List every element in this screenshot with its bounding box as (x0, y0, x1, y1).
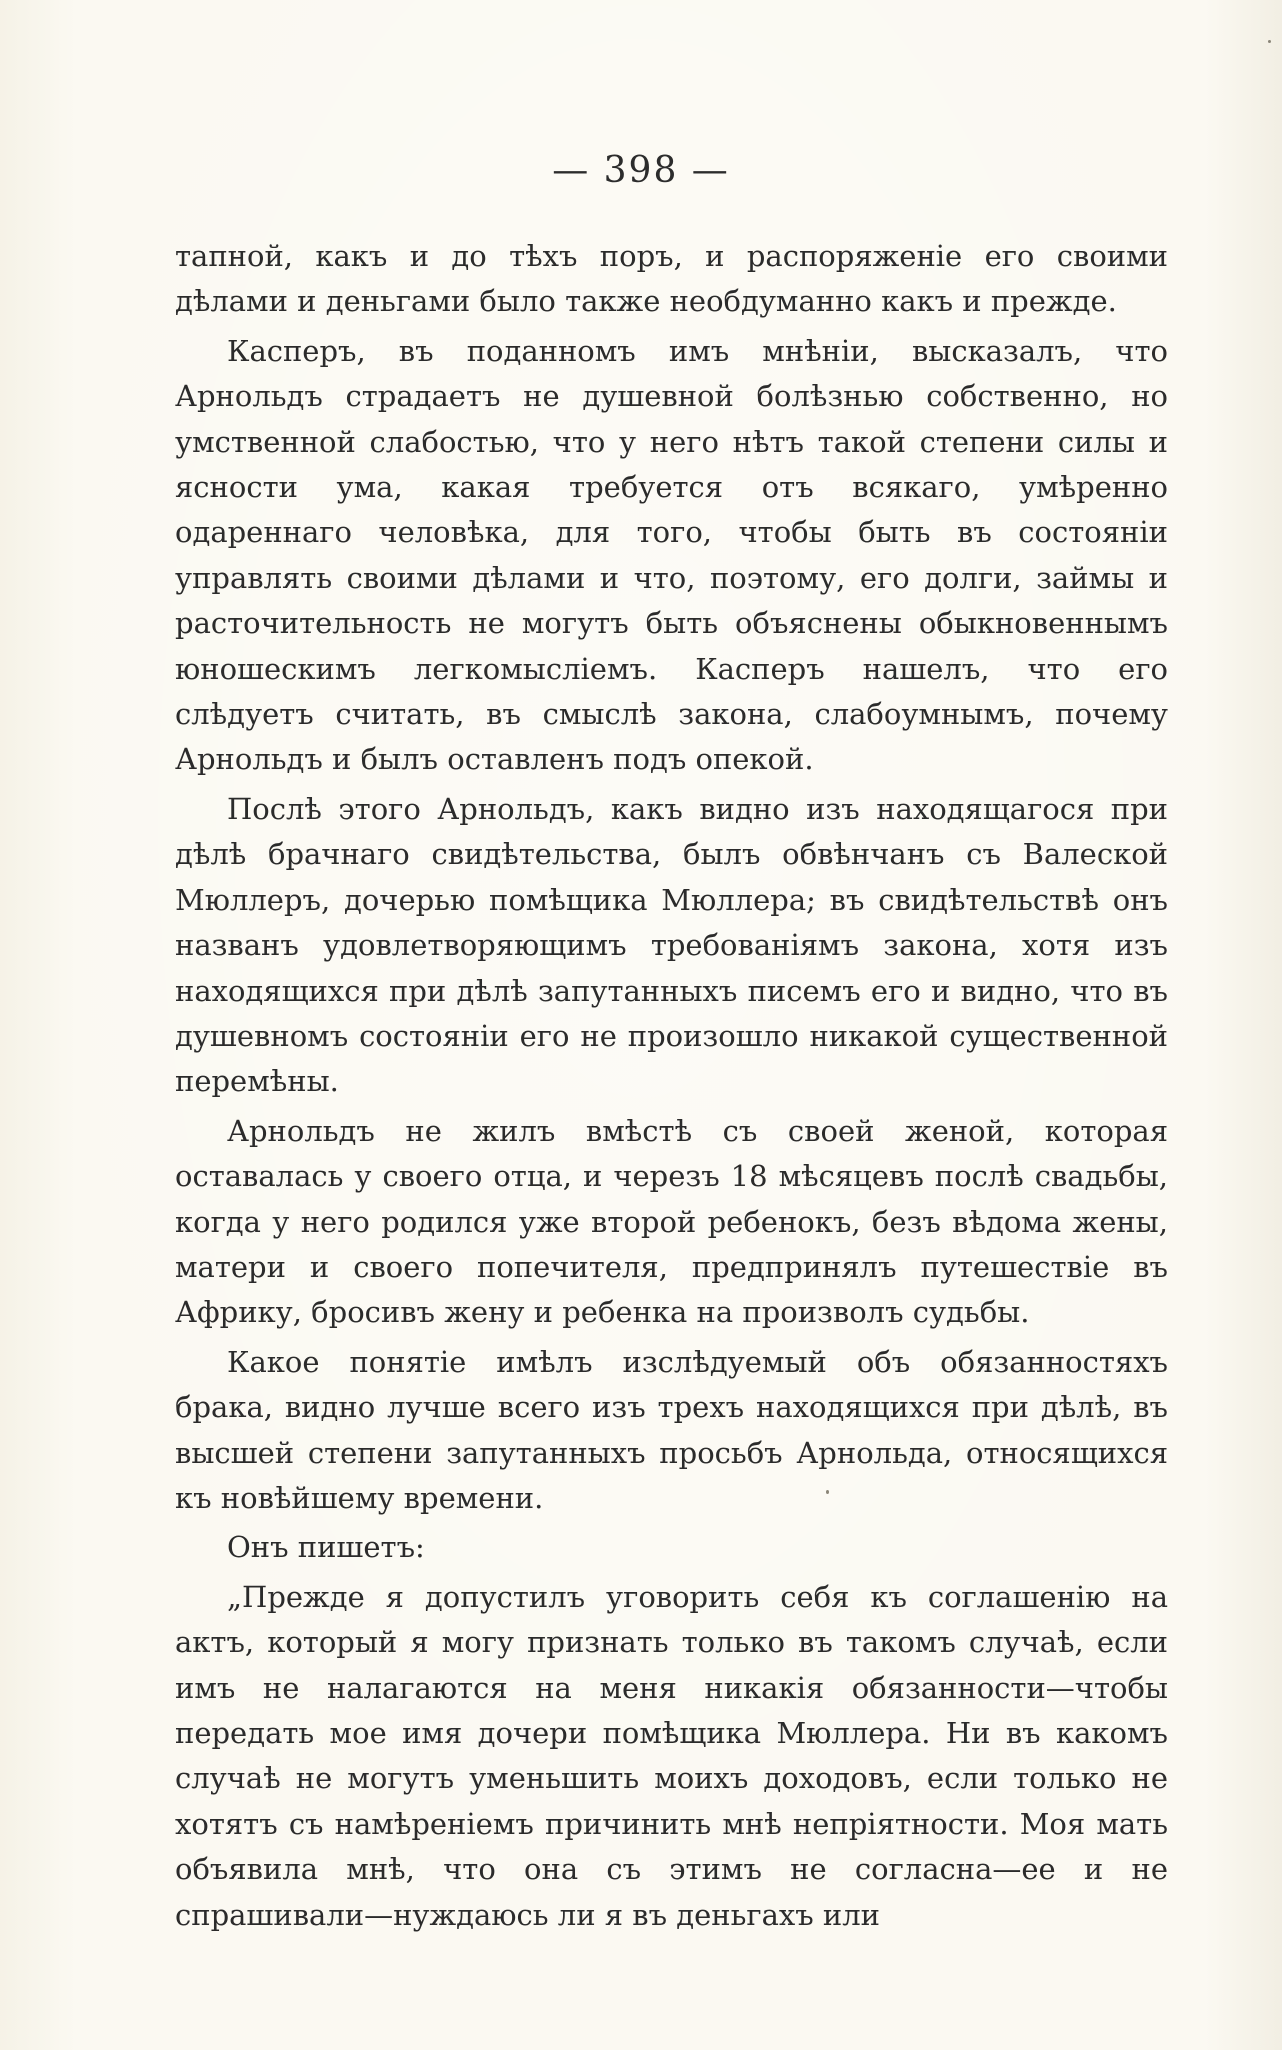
body-text (175, 234, 1168, 1942)
paragraph-7: „Прежде я допустилъ уговорить себя къ соглашенію на актъ, который я могу признать только въ такомъ случаѣ, если имъ не налагаются на меня никакія обязанности—чтобы передать мое имя дочери помѣщика Мюллера. Ни въ какомъ случаѣ не могутъ уменьшить моихъ доходовъ, если только не хотятъ съ намѣреніемъ причинить мнѣ непріятности. Моя мать объявила мнѣ, что она съ этимъ не согласна—ее и не спрашивали—нуждаюсь ли я въ деньгахъ или (175, 1579, 1168, 1932)
paper-speck (826, 1490, 829, 1494)
paragraph-3: Послѣ этого Арнольдъ, какъ видно изъ находящагося при дѣлѣ брачнаго свидѣтельства, былъ обвѣнчанъ съ Валеской Мюллеръ, дочерью помѣщика Мюллера; въ свидѣтельствѣ онъ названъ удовлетворяющимъ требованіямъ закона, хотя изъ находящихся при дѣлѣ запутанныхъ писемъ его и видно, что въ душевномъ состояніи его не произошло никакой существенной перемѣны. (175, 791, 1168, 1099)
paragraph-2: Касперъ, въ поданномъ имъ мнѣніи, высказалъ, что Арнольдъ страдаетъ не душевной болѣзнью собственно, но умственной слабостью, что у него нѣтъ такой степени силы и ясности ума, какая требуется отъ всякаго, умѣренно одареннаго человѣка, для того, чтобы быть въ состояніи управлять своими дѣлами и что, поэтому, его долги, займы и расточительность не могутъ быть объяснены обыкновеннымъ юношескимъ легкомысліемъ. Касперъ нашелъ, что его слѣдуетъ считать, въ смыслѣ закона, слабоумнымъ, почему Арнольдъ и былъ оставленъ подъ опекой. (175, 333, 1168, 777)
paper-speck (1268, 40, 1271, 43)
page-number: — 398 — (552, 150, 730, 191)
paragraph-4: Арнольдъ не жилъ вмѣстѣ съ своей женой, которая оставалась у своего отца, и черезъ 18 мѣсяцевъ послѣ свадьбы, когда у него родился уже второй ребенокъ, безъ вѣдома жены, матери и своего попечителя, предпринялъ путешествіе въ Африку, бросивъ жену и ребенка на произволъ судьбы. (175, 1113, 1168, 1330)
paragraph-1: тапной, какъ и до тѣхъ поръ, и распоряженіе его своими дѣлами и деньгами было также необдуманно какъ и прежде. (175, 239, 1168, 319)
paragraph-6: Онъ пишетъ: (227, 1530, 425, 1565)
paragraph-5: Какое понятіе имѣлъ изслѣдуемый объ обязанностяхъ брака, видно лучше всего изъ трехъ находящихся при дѣлѣ, въ высшей степени запутанныхъ просьбъ Арнольда, относящихся къ новѣйшему времени. (175, 1344, 1168, 1515)
